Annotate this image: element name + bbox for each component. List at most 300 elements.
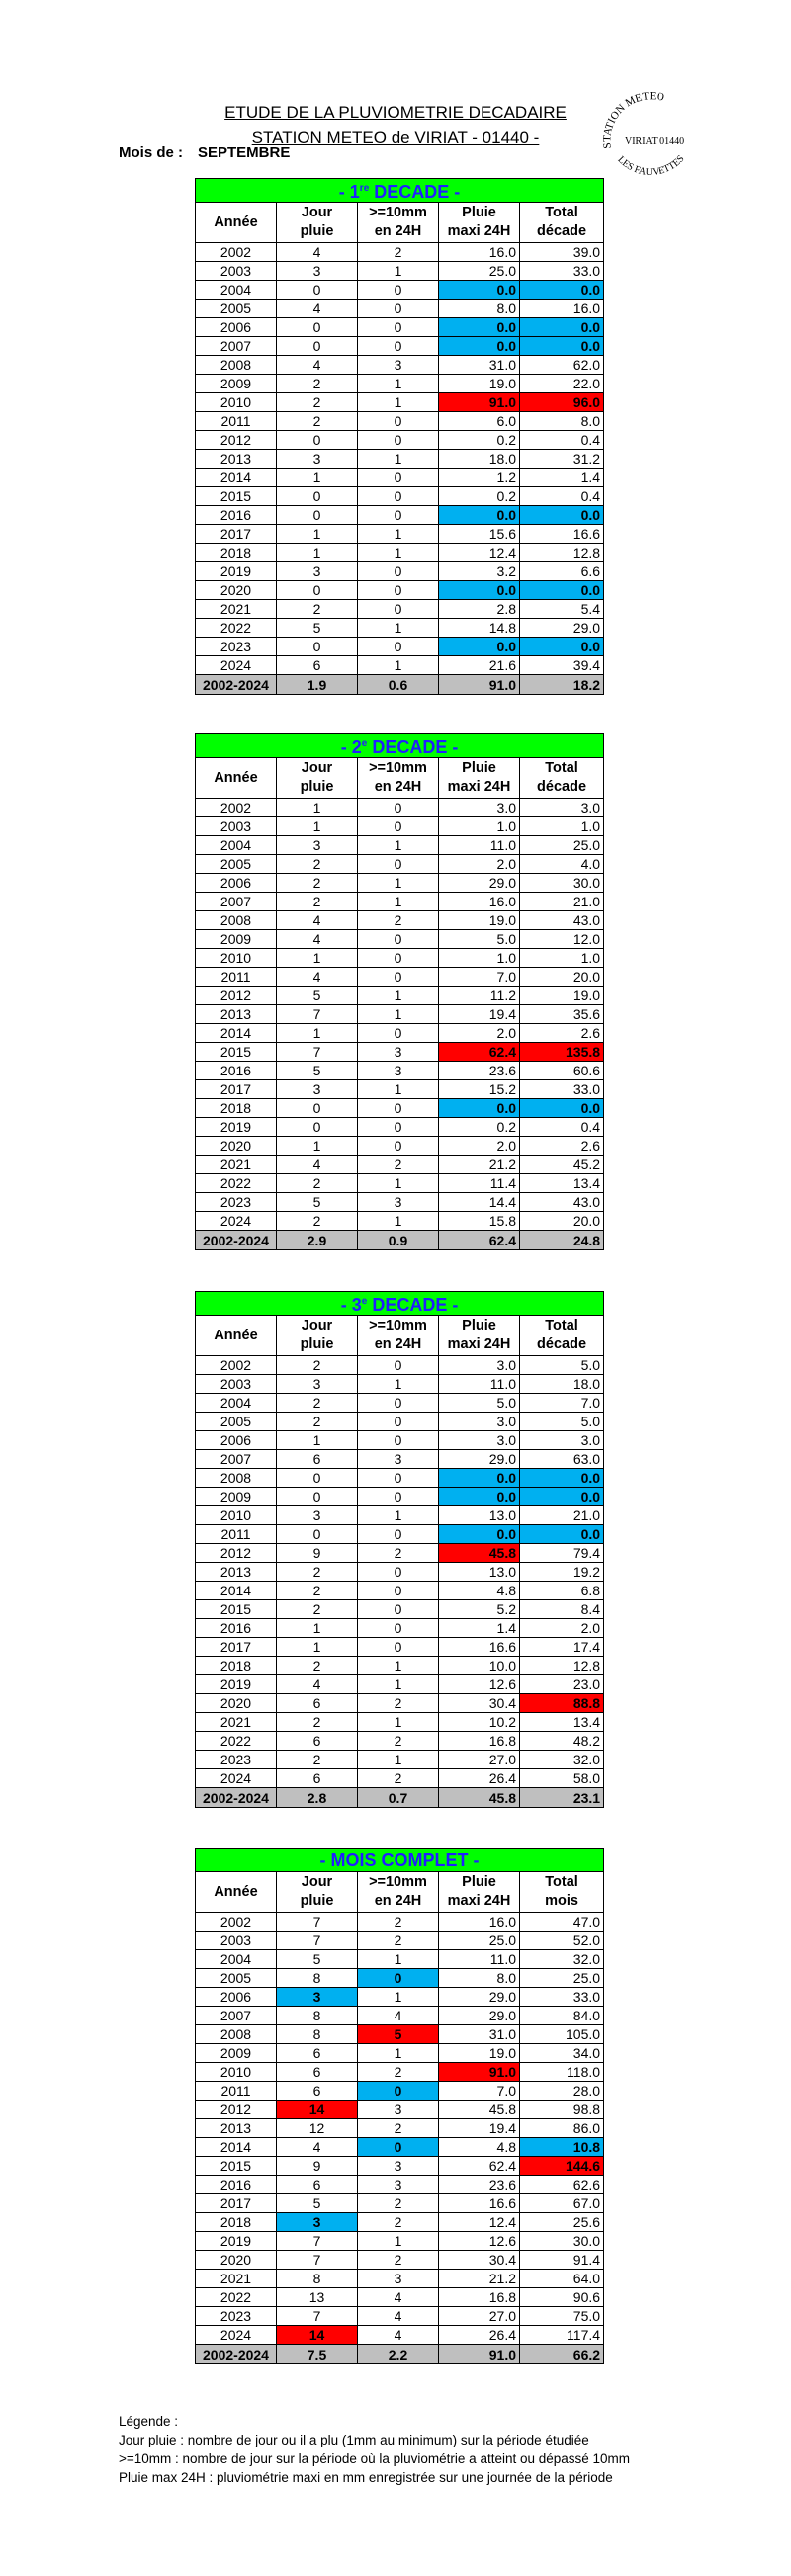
table-row bbox=[196, 506, 604, 525]
col-total-cell: 2.0 bbox=[520, 1619, 604, 1638]
col-10mm-cell: 2 bbox=[358, 2251, 439, 2270]
col-pluie-maxi-cell: 4.8 bbox=[439, 1582, 520, 1600]
col-jour-pluie-cell: 7 bbox=[277, 2307, 358, 2326]
col-total-header: Total mois bbox=[520, 1872, 604, 1913]
col-total-cell: 58.0 bbox=[520, 1769, 604, 1788]
col-annee-cell: 2006 bbox=[196, 1431, 277, 1450]
table-row bbox=[196, 2270, 604, 2288]
col-jour-pluie-cell: 6 bbox=[277, 656, 358, 675]
table-row bbox=[196, 431, 604, 450]
col-total-cell: 88.8 bbox=[520, 1694, 604, 1713]
col-pluie-maxi-cell: 5.2 bbox=[439, 1600, 520, 1619]
col-total-cell: 21.0 bbox=[520, 893, 604, 911]
col-pluie-maxi-cell: 11.2 bbox=[439, 987, 520, 1005]
table-row bbox=[196, 893, 604, 911]
col-total-cell: 105.0 bbox=[520, 2025, 604, 2044]
table-row bbox=[196, 375, 604, 393]
col-10mm-average: 0.7 bbox=[358, 1788, 439, 1808]
table-row bbox=[196, 1118, 604, 1137]
col-annee-cell: 2002 bbox=[196, 799, 277, 817]
col-10mm-cell: 0 bbox=[358, 1356, 439, 1375]
table-row bbox=[196, 2025, 604, 2044]
col-total-cell: 7.0 bbox=[520, 1394, 604, 1413]
col-annee-cell: 2024 bbox=[196, 1769, 277, 1788]
col-annee-cell: 2016 bbox=[196, 506, 277, 525]
col-10mm-cell: 1 bbox=[358, 1375, 439, 1394]
col-total-cell: 29.0 bbox=[520, 619, 604, 638]
col-10mm-cell: 4 bbox=[358, 2307, 439, 2326]
col-jour-pluie-cell: 4 bbox=[277, 930, 358, 949]
col-pluie-maxi-cell: 11.0 bbox=[439, 1950, 520, 1969]
col-total-cell: 35.6 bbox=[520, 1005, 604, 1024]
col-total-cell: 63.0 bbox=[520, 1450, 604, 1469]
col-jour-pluie-cell: 8 bbox=[277, 2025, 358, 2044]
col-total-cell: 52.0 bbox=[520, 1932, 604, 1950]
col-pluie-maxi-cell: 21.2 bbox=[439, 1156, 520, 1174]
col-pluie-maxi-cell: 30.4 bbox=[439, 1694, 520, 1713]
col-10mm-average: 0.9 bbox=[358, 1231, 439, 1250]
col-jour-pluie-cell: 7 bbox=[277, 1005, 358, 1024]
table-row bbox=[196, 581, 604, 600]
col-10mm-cell: 1 bbox=[358, 1988, 439, 2007]
table-row bbox=[196, 1582, 604, 1600]
col-10mm-cell: 1 bbox=[358, 836, 439, 855]
col-jour-pluie-average: 2.9 bbox=[277, 1231, 358, 1250]
col-total-cell: 5.4 bbox=[520, 600, 604, 619]
col-jour-pluie-cell: 6 bbox=[277, 1450, 358, 1469]
col-jour-pluie-cell: 1 bbox=[277, 949, 358, 968]
col-total-cell: 79.4 bbox=[520, 1544, 604, 1563]
table-row bbox=[196, 1375, 604, 1394]
col-total-cell: 12.8 bbox=[520, 1657, 604, 1675]
col-10mm-cell: 0 bbox=[358, 638, 439, 656]
table-row bbox=[196, 1431, 604, 1450]
col-jour-pluie-cell: 2 bbox=[277, 874, 358, 893]
col-jour-pluie-cell: 2 bbox=[277, 1413, 358, 1431]
mois-label: Mois de : bbox=[119, 144, 184, 161]
col-annee-cell: 2014 bbox=[196, 1024, 277, 1043]
col-pluie-maxi-cell: 0.2 bbox=[439, 431, 520, 450]
col-annee-cell: 2021 bbox=[196, 2270, 277, 2288]
col-10mm-cell: 0 bbox=[358, 600, 439, 619]
col-10mm-cell: 1 bbox=[358, 393, 439, 412]
col-10mm-cell: 2 bbox=[358, 1732, 439, 1751]
col-pluie-maxi-cell: 0.0 bbox=[439, 1525, 520, 1544]
col-annee-cell: 2005 bbox=[196, 1969, 277, 1988]
col-pluie-maxi-cell: 3.2 bbox=[439, 562, 520, 581]
col-total-cell: 96.0 bbox=[520, 393, 604, 412]
col-total-cell: 117.4 bbox=[520, 2326, 604, 2345]
col-jour-pluie-cell: 0 bbox=[277, 1469, 358, 1488]
col-10mm-cell: 3 bbox=[358, 2157, 439, 2176]
table-row bbox=[196, 2157, 604, 2176]
col-jour-pluie-cell: 1 bbox=[277, 1619, 358, 1638]
col-annee-cell: 2019 bbox=[196, 1118, 277, 1137]
col-10mm-cell: 1 bbox=[358, 619, 439, 638]
col-pluie-maxi-cell: 5.0 bbox=[439, 1394, 520, 1413]
col-pluie-maxi-cell: 19.4 bbox=[439, 1005, 520, 1024]
col-jour-pluie-cell: 3 bbox=[277, 1506, 358, 1525]
col-pluie-maxi-cell: 45.8 bbox=[439, 2101, 520, 2119]
col-jour-pluie-cell: 1 bbox=[277, 817, 358, 836]
col-jour-pluie-cell: 2 bbox=[277, 412, 358, 431]
col-total-cell: 75.0 bbox=[520, 2307, 604, 2326]
col-pluie-maxi-cell: 23.6 bbox=[439, 1062, 520, 1080]
legend-jour-pluie: Jour pluie : nombre de jour ou il a plu (1mm au minimum) sur la période étudiée bbox=[119, 2433, 589, 2447]
col-jour-pluie-cell: 7 bbox=[277, 1043, 358, 1062]
col-jour-pluie-cell: 1 bbox=[277, 469, 358, 487]
col-pluie-maxi-cell: 4.8 bbox=[439, 2138, 520, 2157]
col-jour-pluie-cell: 13 bbox=[277, 2288, 358, 2307]
col-jour-pluie-cell: 3 bbox=[277, 1375, 358, 1394]
col-pluie-maxi-header: Pluie maxi 24H bbox=[439, 758, 520, 799]
col-jour-pluie-cell: 2 bbox=[277, 1582, 358, 1600]
col-annee-cell: 2013 bbox=[196, 1563, 277, 1582]
col-pluie-maxi-cell: 16.6 bbox=[439, 2194, 520, 2213]
col-pluie-maxi-cell: 16.0 bbox=[439, 243, 520, 262]
col-jour-pluie-cell: 6 bbox=[277, 2082, 358, 2101]
table-row bbox=[196, 300, 604, 318]
col-annee-cell: 2011 bbox=[196, 2082, 277, 2101]
col-annee-average: 2002-2024 bbox=[196, 1788, 277, 1808]
table-row bbox=[196, 1525, 604, 1544]
table-row bbox=[196, 619, 604, 638]
col-10mm-header: >=10mm en 24H bbox=[358, 1872, 439, 1913]
col-total-cell: 13.4 bbox=[520, 1174, 604, 1193]
col-jour-pluie-cell: 5 bbox=[277, 619, 358, 638]
table-row bbox=[196, 638, 604, 656]
col-total-average: 24.8 bbox=[520, 1231, 604, 1250]
col-annee-cell: 2022 bbox=[196, 1732, 277, 1751]
col-10mm-cell: 0 bbox=[358, 1638, 439, 1657]
col-total-cell: 2.6 bbox=[520, 1137, 604, 1156]
col-jour-pluie-cell: 9 bbox=[277, 1544, 358, 1563]
col-jour-pluie-cell: 4 bbox=[277, 1675, 358, 1694]
col-annee-cell: 2007 bbox=[196, 1450, 277, 1469]
col-10mm-average: 2.2 bbox=[358, 2345, 439, 2364]
table-row bbox=[196, 1619, 604, 1638]
col-annee-cell: 2020 bbox=[196, 581, 277, 600]
col-pluie-maxi-cell: 30.4 bbox=[439, 2251, 520, 2270]
col-jour-pluie-cell: 8 bbox=[277, 1969, 358, 1988]
col-annee-cell: 2003 bbox=[196, 817, 277, 836]
col-jour-pluie-cell: 5 bbox=[277, 1062, 358, 1080]
table-row bbox=[196, 855, 604, 874]
average-row bbox=[196, 675, 604, 695]
table-row bbox=[196, 1488, 604, 1506]
col-10mm-cell: 4 bbox=[358, 2288, 439, 2307]
col-total-average: 18.2 bbox=[520, 675, 604, 695]
table-row bbox=[196, 487, 604, 506]
col-total-cell: 4.0 bbox=[520, 855, 604, 874]
col-10mm-cell: 3 bbox=[358, 1450, 439, 1469]
table-row bbox=[196, 2007, 604, 2025]
table-row bbox=[196, 1193, 604, 1212]
col-annee-cell: 2019 bbox=[196, 2232, 277, 2251]
col-jour-pluie-cell: 7 bbox=[277, 1932, 358, 1950]
col-annee-cell: 2020 bbox=[196, 1694, 277, 1713]
col-pluie-maxi-cell: 15.6 bbox=[439, 525, 520, 544]
col-total-cell: 10.8 bbox=[520, 2138, 604, 2157]
col-total-cell: 39.0 bbox=[520, 243, 604, 262]
table-row bbox=[196, 1506, 604, 1525]
col-10mm-cell: 0 bbox=[358, 1525, 439, 1544]
col-pluie-maxi-cell: 19.0 bbox=[439, 375, 520, 393]
table-row bbox=[196, 2307, 604, 2326]
col-10mm-cell: 1 bbox=[358, 2044, 439, 2063]
col-10mm-cell: 0 bbox=[358, 469, 439, 487]
col-annee-cell: 2004 bbox=[196, 1394, 277, 1413]
col-total-cell: 6.6 bbox=[520, 562, 604, 581]
col-pluie-maxi-cell: 12.6 bbox=[439, 2232, 520, 2251]
col-jour-pluie-cell: 6 bbox=[277, 2063, 358, 2082]
col-pluie-maxi-cell: 16.8 bbox=[439, 1732, 520, 1751]
col-10mm-cell: 0 bbox=[358, 1024, 439, 1043]
col-total-cell: 16.0 bbox=[520, 300, 604, 318]
col-pluie-maxi-cell: 2.0 bbox=[439, 1137, 520, 1156]
col-jour-pluie-header: Jour pluie bbox=[277, 203, 358, 243]
col-annee-cell: 2018 bbox=[196, 1657, 277, 1675]
col-10mm-cell: 0 bbox=[358, 968, 439, 987]
table-row bbox=[196, 2232, 604, 2251]
col-annee-cell: 2011 bbox=[196, 968, 277, 987]
col-10mm-cell: 2 bbox=[358, 1769, 439, 1788]
col-annee-average: 2002-2024 bbox=[196, 675, 277, 695]
col-10mm-cell: 0 bbox=[358, 562, 439, 581]
col-pluie-maxi-cell: 1.2 bbox=[439, 469, 520, 487]
col-10mm-cell: 3 bbox=[358, 2101, 439, 2119]
col-pluie-maxi-cell: 29.0 bbox=[439, 2007, 520, 2025]
col-annee-cell: 2008 bbox=[196, 911, 277, 930]
col-10mm-cell: 1 bbox=[358, 375, 439, 393]
col-10mm-cell: 0 bbox=[358, 1137, 439, 1156]
table-row bbox=[196, 1713, 604, 1732]
col-10mm-cell: 3 bbox=[358, 356, 439, 375]
col-annee-average: 2002-2024 bbox=[196, 1231, 277, 1250]
svg-text:LES FAUVETTES bbox=[615, 153, 686, 178]
col-jour-pluie-cell: 2 bbox=[277, 1356, 358, 1375]
col-jour-pluie-cell: 6 bbox=[277, 2044, 358, 2063]
col-total-cell: 32.0 bbox=[520, 1950, 604, 1969]
col-10mm-cell: 0 bbox=[358, 1469, 439, 1488]
col-pluie-maxi-average: 91.0 bbox=[439, 2345, 520, 2364]
col-annee-cell: 2006 bbox=[196, 318, 277, 337]
col-pluie-maxi-cell: 0.0 bbox=[439, 506, 520, 525]
col-annee-cell: 2018 bbox=[196, 544, 277, 562]
col-annee-cell: 2014 bbox=[196, 469, 277, 487]
col-annee-header: Année bbox=[196, 203, 277, 243]
col-pluie-maxi-cell: 16.0 bbox=[439, 1913, 520, 1932]
col-jour-pluie-cell: 2 bbox=[277, 375, 358, 393]
col-total-average: 66.2 bbox=[520, 2345, 604, 2364]
col-annee-cell: 2018 bbox=[196, 2213, 277, 2232]
col-annee-header: Année bbox=[196, 1316, 277, 1356]
col-pluie-maxi-cell: 8.0 bbox=[439, 1969, 520, 1988]
col-10mm-cell: 2 bbox=[358, 911, 439, 930]
table-row bbox=[196, 2176, 604, 2194]
table-row bbox=[196, 817, 604, 836]
col-annee-cell: 2017 bbox=[196, 2194, 277, 2213]
col-pluie-maxi-cell: 25.0 bbox=[439, 1932, 520, 1950]
col-annee-cell: 2014 bbox=[196, 1582, 277, 1600]
col-pluie-maxi-cell: 29.0 bbox=[439, 874, 520, 893]
col-annee-cell: 2024 bbox=[196, 656, 277, 675]
col-total-cell: 144.6 bbox=[520, 2157, 604, 2176]
col-annee-cell: 2017 bbox=[196, 1080, 277, 1099]
col-10mm-cell: 0 bbox=[358, 1969, 439, 1988]
col-pluie-maxi-cell: 2.8 bbox=[439, 600, 520, 619]
col-total-cell: 19.0 bbox=[520, 987, 604, 1005]
col-pluie-maxi-cell: 11.0 bbox=[439, 1375, 520, 1394]
table-row bbox=[196, 2213, 604, 2232]
col-annee-cell: 2007 bbox=[196, 337, 277, 356]
col-10mm-cell: 5 bbox=[358, 2025, 439, 2044]
col-total-cell: 43.0 bbox=[520, 911, 604, 930]
col-jour-pluie-cell: 4 bbox=[277, 300, 358, 318]
col-10mm-cell: 1 bbox=[358, 450, 439, 469]
table-row bbox=[196, 1212, 604, 1231]
col-10mm-cell: 4 bbox=[358, 2007, 439, 2025]
table-row bbox=[196, 2119, 604, 2138]
col-10mm-cell: 0 bbox=[358, 1563, 439, 1582]
col-annee-cell: 2013 bbox=[196, 450, 277, 469]
col-pluie-maxi-cell: 3.0 bbox=[439, 1356, 520, 1375]
table-row bbox=[196, 1969, 604, 1988]
table-row bbox=[196, 318, 604, 337]
col-10mm-cell: 1 bbox=[358, 1212, 439, 1231]
col-10mm-cell: 0 bbox=[358, 1118, 439, 1137]
section-title: - 2e DECADE - bbox=[196, 734, 604, 758]
col-annee-cell: 2010 bbox=[196, 2063, 277, 2082]
col-10mm-cell: 2 bbox=[358, 1694, 439, 1713]
col-total-cell: 33.0 bbox=[520, 1080, 604, 1099]
table-row bbox=[196, 337, 604, 356]
table-row bbox=[196, 1043, 604, 1062]
table-row bbox=[196, 1988, 604, 2007]
col-jour-pluie-average: 2.8 bbox=[277, 1788, 358, 1808]
col-annee-cell: 2016 bbox=[196, 1619, 277, 1638]
col-jour-pluie-cell: 6 bbox=[277, 1732, 358, 1751]
table-row bbox=[196, 1356, 604, 1375]
table-row bbox=[196, 1450, 604, 1469]
col-10mm-cell: 0 bbox=[358, 1619, 439, 1638]
col-annee-cell: 2011 bbox=[196, 1525, 277, 1544]
col-annee-average: 2002-2024 bbox=[196, 2345, 277, 2364]
col-jour-pluie-cell: 14 bbox=[277, 2101, 358, 2119]
col-jour-pluie-average: 7.5 bbox=[277, 2345, 358, 2364]
col-pluie-maxi-cell: 2.0 bbox=[439, 855, 520, 874]
average-row bbox=[196, 1788, 604, 1808]
table-row bbox=[196, 1413, 604, 1431]
col-annee-cell: 2023 bbox=[196, 1193, 277, 1212]
col-pluie-maxi-cell: 14.8 bbox=[439, 619, 520, 638]
table-row bbox=[196, 1024, 604, 1043]
col-jour-pluie-cell: 7 bbox=[277, 2232, 358, 2251]
col-total-cell: 13.4 bbox=[520, 1713, 604, 1732]
col-total-cell: 20.0 bbox=[520, 968, 604, 987]
col-total-cell: 1.0 bbox=[520, 817, 604, 836]
col-10mm-cell: 1 bbox=[358, 262, 439, 281]
col-annee-cell: 2005 bbox=[196, 300, 277, 318]
col-10mm-cell: 0 bbox=[358, 431, 439, 450]
col-10mm-cell: 1 bbox=[358, 1751, 439, 1769]
col-jour-pluie-cell: 3 bbox=[277, 1080, 358, 1099]
table-row bbox=[196, 544, 604, 562]
table-d1 bbox=[195, 178, 604, 695]
col-pluie-maxi-cell: 29.0 bbox=[439, 1450, 520, 1469]
col-annee-header: Année bbox=[196, 1872, 277, 1913]
legend-pluie-max: Pluie max 24H : pluviométrie maxi en mm enregistrée sur une journée de la période bbox=[119, 2470, 613, 2485]
col-jour-pluie-cell: 2 bbox=[277, 1394, 358, 1413]
col-pluie-maxi-cell: 6.0 bbox=[439, 412, 520, 431]
report-title: ETUDE DE LA PLUVIOMETRIE DECADAIRE bbox=[224, 103, 567, 122]
legend-10mm: >=10mm : nombre de jour sur la période où la pluviométrie a atteint ou dépassé 10mm bbox=[119, 2451, 631, 2466]
col-total-cell: 33.0 bbox=[520, 262, 604, 281]
table-row bbox=[196, 2138, 604, 2157]
col-jour-pluie-cell: 2 bbox=[277, 855, 358, 874]
col-10mm-cell: 0 bbox=[358, 487, 439, 506]
col-jour-pluie-cell: 3 bbox=[277, 262, 358, 281]
table-row bbox=[196, 836, 604, 855]
table-row bbox=[196, 1751, 604, 1769]
col-jour-pluie-cell: 0 bbox=[277, 638, 358, 656]
col-annee-cell: 2021 bbox=[196, 1713, 277, 1732]
col-pluie-maxi-cell: 16.6 bbox=[439, 1638, 520, 1657]
col-total-cell: 25.0 bbox=[520, 1969, 604, 1988]
col-jour-pluie-cell: 3 bbox=[277, 1988, 358, 2007]
col-pluie-maxi-cell: 11.0 bbox=[439, 836, 520, 855]
col-jour-pluie-cell: 1 bbox=[277, 1638, 358, 1657]
col-pluie-maxi-cell: 23.6 bbox=[439, 2176, 520, 2194]
col-annee-cell: 2022 bbox=[196, 619, 277, 638]
col-total-cell: 60.6 bbox=[520, 1062, 604, 1080]
table-row bbox=[196, 2194, 604, 2213]
col-annee-cell: 2012 bbox=[196, 1544, 277, 1563]
col-total-cell: 0.0 bbox=[520, 506, 604, 525]
col-annee-cell: 2017 bbox=[196, 1638, 277, 1657]
col-total-cell: 28.0 bbox=[520, 2082, 604, 2101]
table-row bbox=[196, 656, 604, 675]
col-jour-pluie-cell: 6 bbox=[277, 1769, 358, 1788]
col-jour-pluie-cell: 0 bbox=[277, 487, 358, 506]
col-10mm-cell: 1 bbox=[358, 1005, 439, 1024]
col-10mm-cell: 0 bbox=[358, 337, 439, 356]
legend bbox=[119, 2412, 630, 2487]
col-annee-cell: 2015 bbox=[196, 1043, 277, 1062]
col-10mm-cell: 1 bbox=[358, 1950, 439, 1969]
col-pluie-maxi-cell: 0.0 bbox=[439, 1488, 520, 1506]
col-pluie-maxi-cell: 15.8 bbox=[439, 1212, 520, 1231]
col-total-cell: 43.0 bbox=[520, 1193, 604, 1212]
col-pluie-maxi-average: 62.4 bbox=[439, 1231, 520, 1250]
col-annee-cell: 2009 bbox=[196, 1488, 277, 1506]
col-pluie-maxi-cell: 27.0 bbox=[439, 2307, 520, 2326]
table-row bbox=[196, 1932, 604, 1950]
col-total-cell: 12.8 bbox=[520, 544, 604, 562]
col-annee-cell: 2021 bbox=[196, 1156, 277, 1174]
col-jour-pluie-cell: 4 bbox=[277, 2138, 358, 2157]
col-jour-pluie-cell: 7 bbox=[277, 2251, 358, 2270]
col-jour-pluie-cell: 4 bbox=[277, 356, 358, 375]
table-row bbox=[196, 968, 604, 987]
col-annee-cell: 2003 bbox=[196, 1375, 277, 1394]
col-annee-cell: 2011 bbox=[196, 412, 277, 431]
col-total-cell: 30.0 bbox=[520, 2232, 604, 2251]
col-jour-pluie-cell: 2 bbox=[277, 393, 358, 412]
col-jour-pluie-cell: 3 bbox=[277, 562, 358, 581]
col-10mm-cell: 0 bbox=[358, 2138, 439, 2157]
col-pluie-maxi-cell: 3.0 bbox=[439, 1431, 520, 1450]
